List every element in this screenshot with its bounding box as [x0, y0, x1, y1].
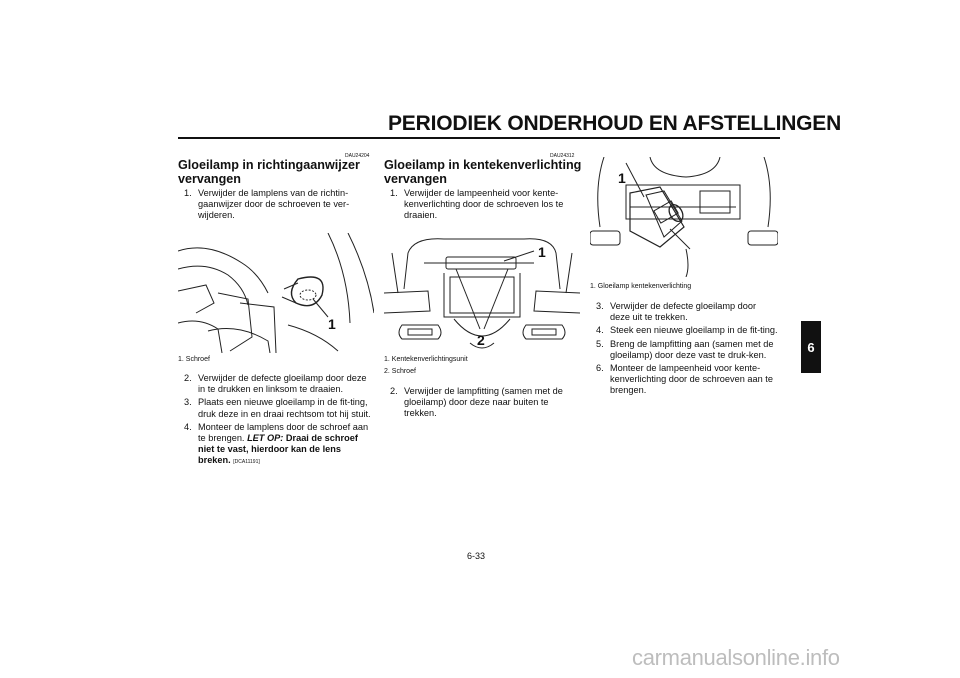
section2-caption-2: 2. Schroef [384, 368, 416, 375]
section2-step2: 2. Verwijder de lampfitting (samen met de gloeilamp) door deze naar buiten te trekken. [390, 386, 563, 419]
section3-step5: 5. Breng de lampfitting aan (samen met de gloeilamp) door deze vast te druk-ken. [596, 338, 774, 360]
section2-title-line2: vervangen [384, 172, 447, 186]
chapter-tab[interactable]: 6 [801, 321, 821, 373]
section1-step2: 2. Verwijder de defecte gloeilamp door deze in te drukken en linksom te draaien. [184, 373, 367, 395]
turn-signal-callout: 1 [328, 316, 336, 332]
warning-text: Draai de schroef niet te vast, hierdoor kan de lens breken. [198, 433, 358, 466]
section1-title [178, 158, 360, 186]
section3-step6: 6. Monteer de lampeenheid voor kente-kenverlichting door de schroeven aan te brengen. [596, 363, 773, 396]
section2-code: DAU24312 [550, 153, 575, 159]
section1-code: DAU24204 [345, 153, 370, 159]
section2-title-line1: Gloeilamp in kentekenverlichting [384, 158, 582, 172]
bulb-figure [590, 157, 778, 277]
header-rule [178, 137, 780, 139]
section3-step3: 3. Verwijder de defecte gloeilamp door deze uit te trekken. [596, 301, 757, 323]
warning-label: LET OP: [247, 433, 284, 444]
section1-step4: 4. Monteer de lamplens door de schroef aan te brengen. LET OP: Draai de schroef niet te vast, hierdoor kan de lens breken. [DCA11191] [184, 421, 369, 466]
turn-signal-figure [178, 233, 374, 353]
watermark[interactable]: carmanualsonline.info [632, 645, 840, 670]
license-plate-figure [384, 233, 580, 353]
section2-steps-b [384, 386, 580, 422]
license-plate-callout-2: 2 [477, 332, 485, 348]
section3-caption: 1. Gloeilamp kentekenverlichting [590, 283, 692, 290]
page-title: PERIODIEK ONDERHOUD EN AFSTELLINGEN [388, 112, 842, 135]
section1-step3: 3. Plaats een nieuwe gloeilamp in de fit-ting, druk deze in en draai rechtsom tot hij stuit. [184, 397, 371, 419]
section1-title-line2: vervangen [178, 172, 241, 186]
section1-step1: 1. Verwijder de lamplens van de richtin-gaanwijzer door de schroeven te ver-wijderen. [184, 188, 350, 221]
section1-steps-b [178, 373, 374, 471]
section2-caption-1: 1. Kentekenverlichtingsunit [384, 356, 468, 363]
section2-title [384, 158, 581, 186]
section1-steps-a [178, 188, 374, 224]
page-number: 6-33 [467, 551, 486, 561]
warning-code: [DCA11191] [233, 459, 260, 466]
section3-steps [590, 301, 778, 399]
section3-step4: 4. Steek een nieuwe gloeilamp in de fit-ting. [596, 325, 778, 336]
bulb-callout: 1 [618, 170, 626, 186]
section1-title-line1: Gloeilamp in richtingaanwijzer [178, 158, 360, 172]
section1-caption: 1. Schroef [178, 356, 210, 363]
section2-steps-a [384, 188, 580, 224]
section2-step1: 1. Verwijder de lampeenheid voor kente-kenverlichting door de schroeven los te draaien. [390, 188, 564, 221]
license-plate-callout-1: 1 [538, 244, 546, 260]
